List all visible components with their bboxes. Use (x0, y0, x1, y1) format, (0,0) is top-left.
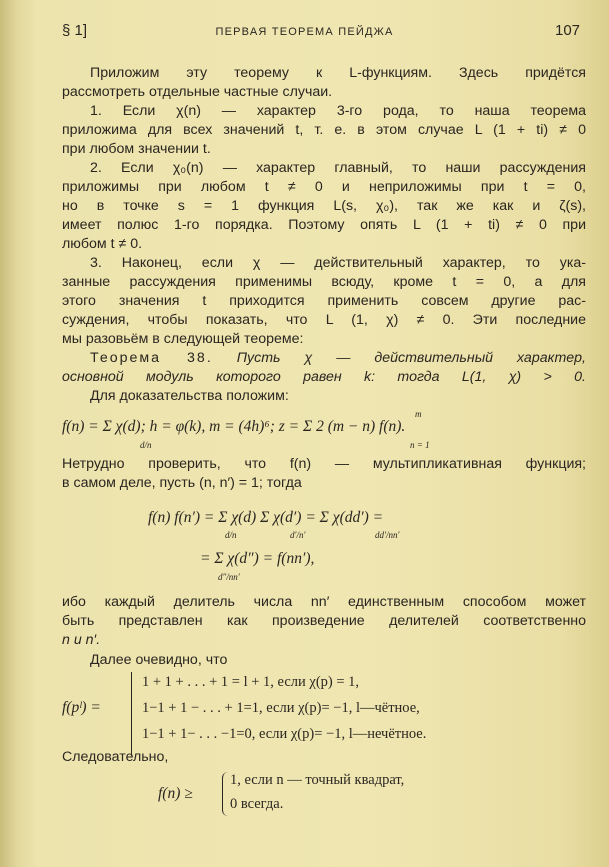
text-line: при любом значении t. (62, 141, 211, 157)
theorem-label: Теорема 38. (90, 350, 213, 366)
theorem-text: Пусть χ — действительный характер, (236, 350, 586, 366)
text-line: 1. Если χ(n) — характер 3-го рода, то наша теорема (90, 103, 586, 119)
sum-limit: d/n (140, 440, 152, 450)
text-line: Для доказательства положим: (90, 388, 289, 404)
sum-limit: n = 1 (410, 440, 430, 450)
sum-limit: d″/nn′ (218, 572, 240, 582)
formula-product-cont: = Σ χ(d″) = f(nn′), (200, 550, 315, 567)
page-edge (0, 0, 18, 867)
brace (222, 772, 229, 816)
text-line: любом t ≠ 0. (62, 236, 143, 252)
text-line: суждения, чтобы показать, что L (1, χ) ≠ 0. Эти последние (62, 312, 586, 328)
sum-limit: d/n (225, 530, 237, 540)
text-line: 3. Наконец, если χ — действительный характер, то ука- (90, 255, 586, 271)
inequality-lhs: f(n) ≥ (158, 785, 193, 802)
inequality-case: 1, если n — точный квадрат, (230, 772, 405, 788)
text-line: приложима для всех значений t, т. е. в этом случае L (1 + ti) ≠ 0 (62, 122, 586, 138)
text-line: занные рассуждения применимы всюду, кроме t = 0, а для (62, 274, 586, 290)
text-line: Нетрудно проверить, что f(n) — мультипликативная функция; (62, 456, 586, 472)
text-line: мы разовьём в следующей теореме: (62, 331, 304, 347)
inequality-case: 0 всегда. (230, 796, 284, 812)
text-line: рассмотреть отдельные частные случаи. (62, 84, 333, 100)
text-line: ибо каждый делитель числа nn′ единственным способом может (62, 594, 586, 610)
text-line: но в точке s = 1 функция L(s, χ₀), так же как и ζ(s), (62, 198, 586, 214)
sum-limit: d′/n′ (290, 530, 306, 540)
sum-limit: dd′/nn′ (375, 530, 400, 540)
piecewise-case: 1−1 + 1− . . . −1=0, если χ(p)= −1, l—нечётное. (142, 726, 427, 742)
text-line: приложимы при любом t ≠ 0 и неприложимы при t = 0, (62, 179, 586, 195)
theorem-line (62, 349, 586, 367)
formula-definitions: f(n) = Σ χ(d); h = φ(k), m = (4h)⁶; z = Σ 2 (m − n) f(n). (62, 418, 406, 435)
sum-limit: m (415, 409, 422, 419)
running-title: ПЕРВАЯ ТЕОРЕМА ПЕЙДЖА (215, 26, 394, 38)
text-line: 2. Если χ₀(n) — характер главный, то наши рассуждения (90, 160, 586, 176)
page-number: 107 (555, 22, 581, 39)
text-line: Далее очевидно, что (90, 652, 228, 668)
text-line: в самом деле, пусть (n, n′) = 1; тогда (62, 475, 302, 491)
theorem-text: основной модуль которого равен k: тогда L(1, χ) > 0. (62, 369, 586, 385)
formula-product: f(n) f(n′) = Σ χ(d) Σ χ(d′) = Σ χ(dd′) = (148, 509, 384, 526)
text-line: быть представлен как произведение делителей соответственно (62, 613, 586, 629)
piecewise-lhs: f(pˡ) = (62, 699, 101, 716)
text-line: имеет полюс 1-го порядка. Поэтому опять L (1 + ti) ≠ 0 при (62, 217, 586, 233)
piecewise-case: 1−1 + 1 − . . . + 1=1, если χ(p)= −1, l—чётное, (142, 700, 420, 716)
text-line: Приложим эту теорему к L-функциям. Здесь придётся (90, 65, 586, 81)
piecewise-case: 1 + 1 + . . . + 1 = l + 1, если χ(p) = 1, (142, 674, 360, 690)
text-line: n и n′. (62, 632, 101, 648)
section-marker: § 1] (62, 22, 88, 39)
brace (131, 672, 134, 756)
text-line: этого значения t приходится применить совсем другие рас- (62, 293, 586, 309)
text-line: Следовательно, (62, 749, 169, 765)
